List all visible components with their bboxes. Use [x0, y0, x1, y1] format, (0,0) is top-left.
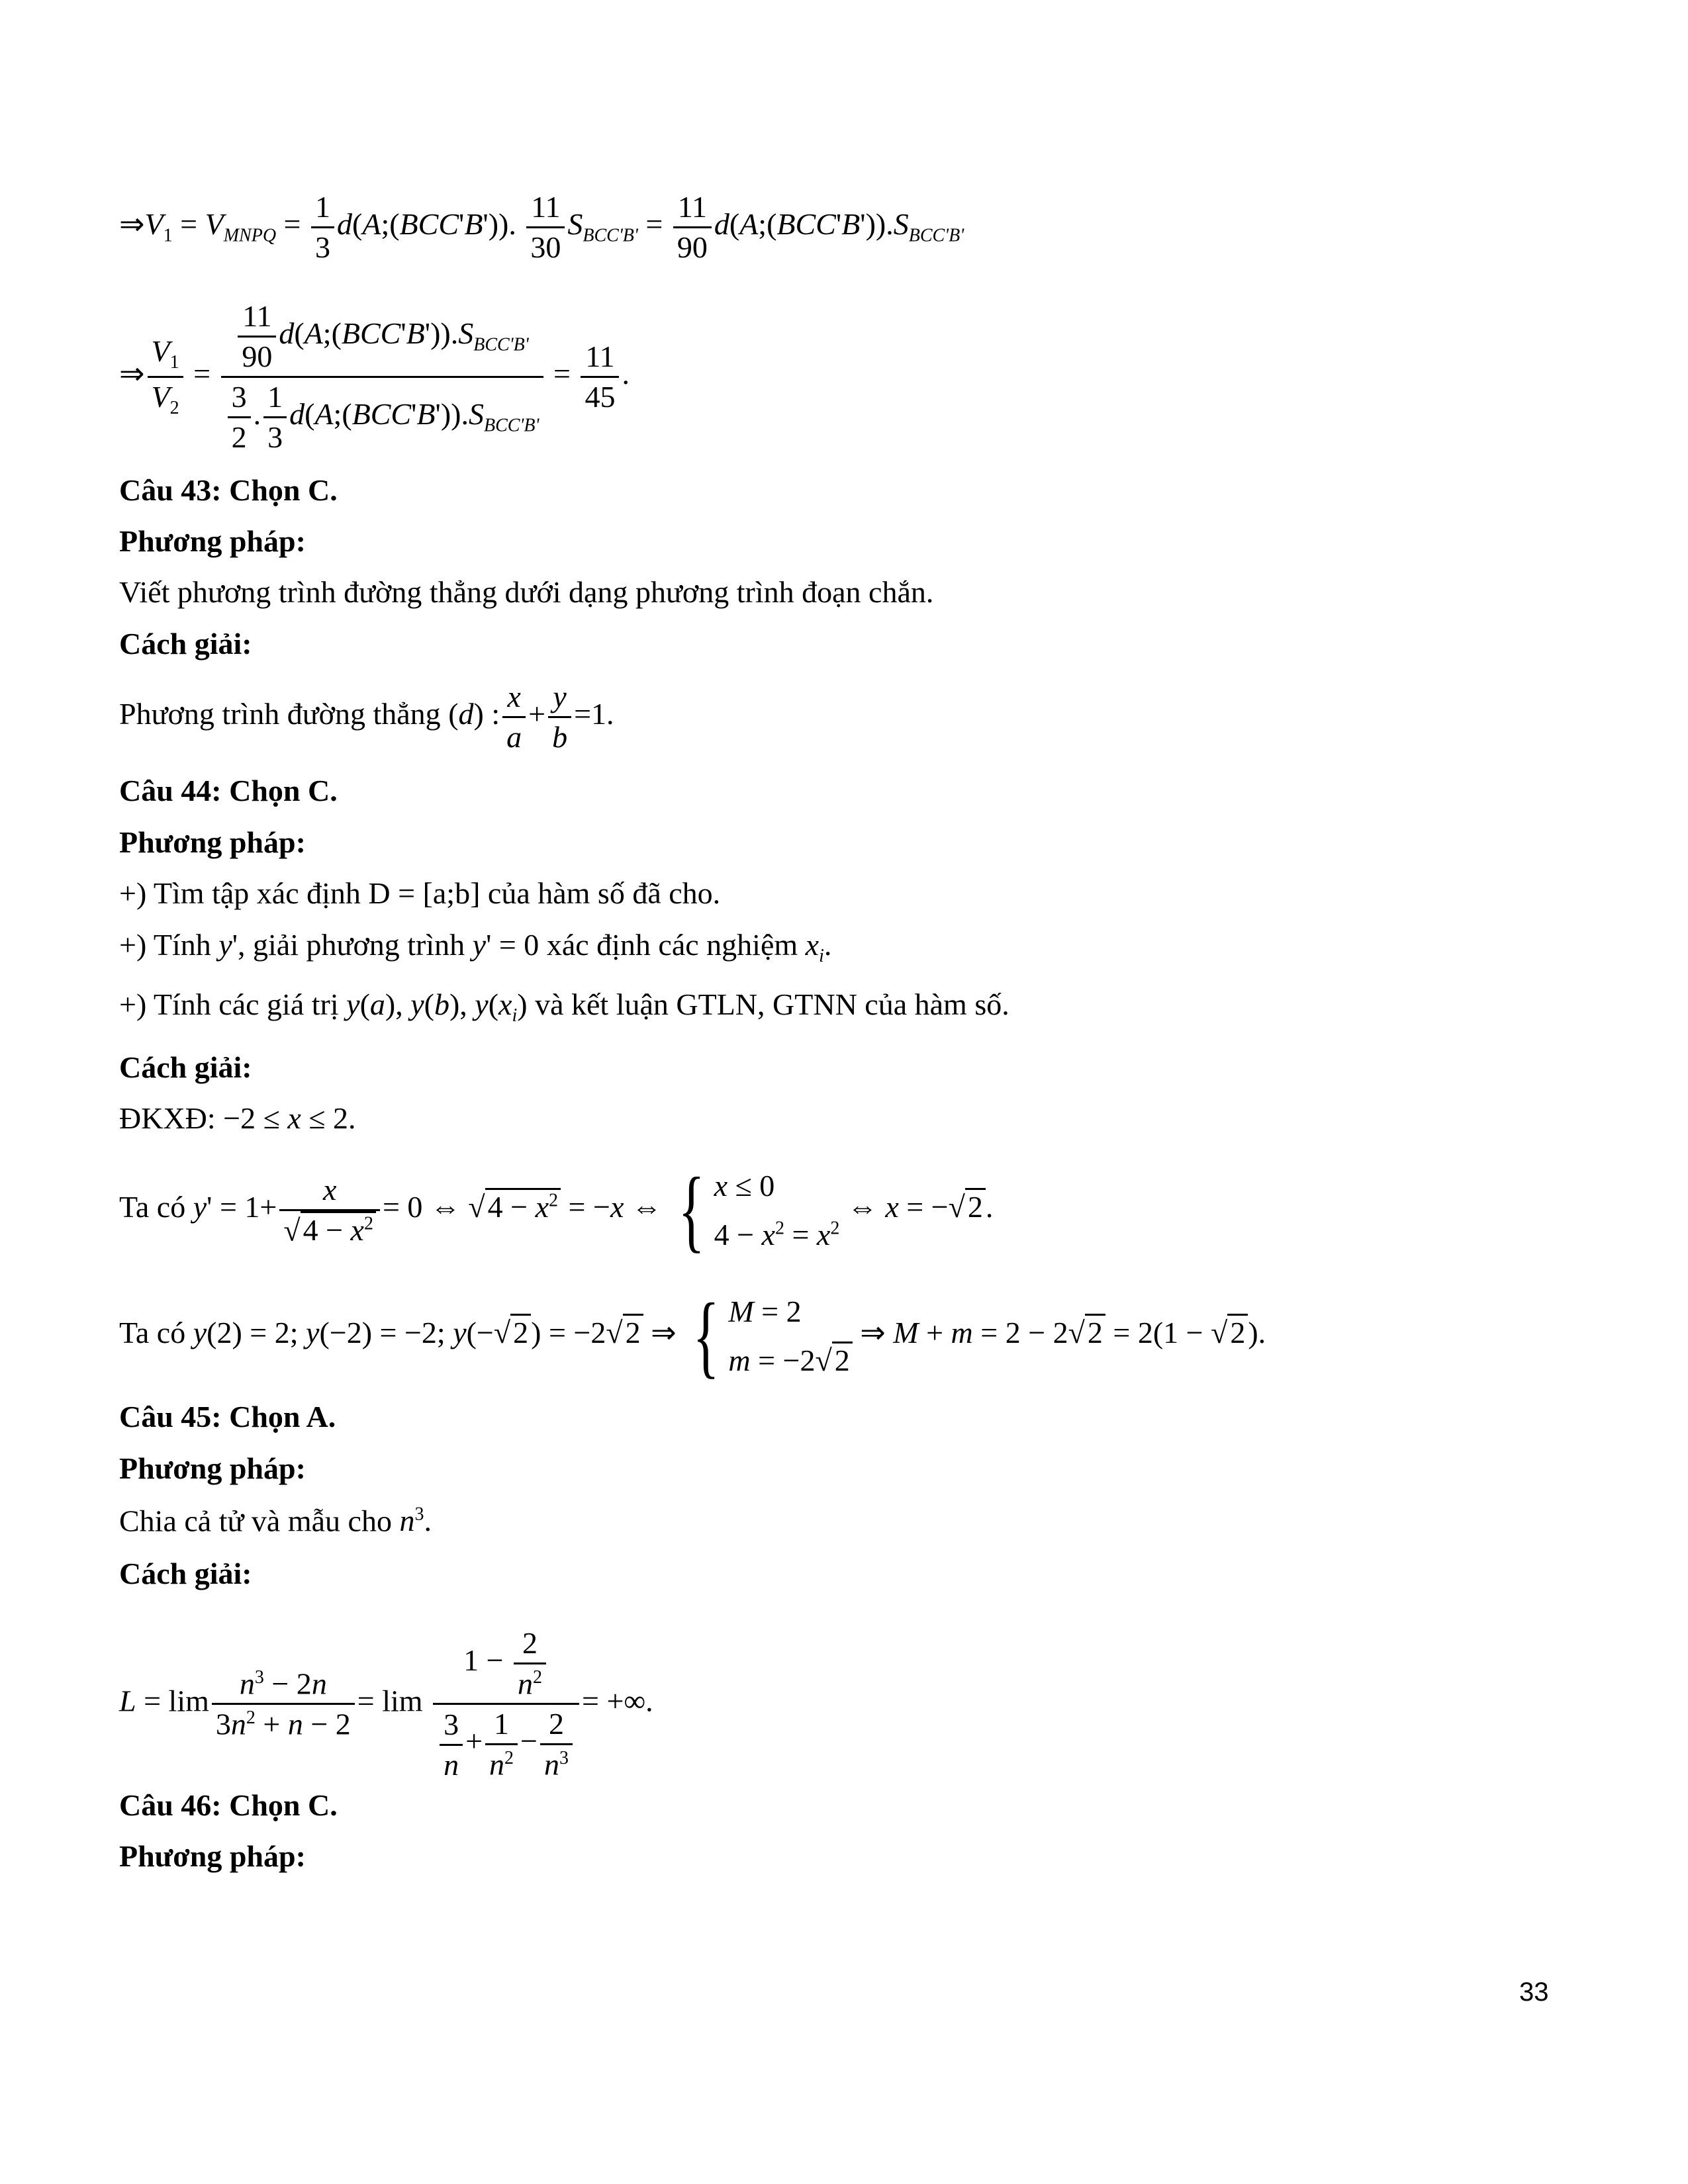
solution-heading-45: Cách giải:	[119, 1557, 252, 1590]
question-43-heading: Câu 43: Chọn C.	[119, 473, 338, 507]
method-heading-46: Phương pháp:	[119, 1839, 306, 1873]
method-text-44c: +) Tính các giá trị y(a), y(b), $y(x_i)$ và kết luận GTLN, GTNN của hàm số.	[119, 987, 1009, 1026]
method-heading-44: Phương pháp:	[119, 825, 306, 859]
solution-heading-43: Cách giải:	[119, 627, 252, 660]
method-heading-43: Phương pháp:	[119, 524, 306, 558]
method-text-44b: +) Tính y', giải phương trình y' = 0 xác định các nghiệm $x_i$.	[119, 928, 832, 967]
equation-v1: $\Rightarrow V_1 = V_{MNPQ}$ = $\frac{1}{3}$ d(A;(BCC'B')). $\frac{11}{30}$ $S_{BCC'B'}$ = $\frac{11}{90}$ $d(A;(BCC'B')).S_{BCC'B'}$	[119, 190, 964, 264]
limit-equation: L = lim $\frac{n^3 - 2n}{3n^2 + n - 2}$ = lim 1 − $\frac{2}{n^2}$ $\frac{3}{n}$ + $\frac{1}{n^2}$ − $\frac{2}{n^3}$ = +∞.	[119, 1626, 653, 1782]
solution-heading-44: Cách giải:	[119, 1050, 252, 1084]
equation-label: Phương trình đường thẳng	[119, 697, 441, 731]
domain-condition: ĐKXĐ: −2 ≤ x ≤ 2.	[119, 1101, 356, 1135]
derivative-equation: Ta có y' = 1+ $\frac{x}{√4 - x^2}$ = 0 ⇔ $√4 - x^2 = -x$ ⇔ { x ≤ 0 $4 - x^2 = x^2$ ⇔ x = −√2.	[119, 1158, 994, 1261]
method-text-45: Chia cả tử và mẫu cho $n^3$.	[119, 1504, 432, 1538]
method-heading-45: Phương pháp:	[119, 1451, 306, 1485]
question-46-heading: Câu 46: Chọn C.	[119, 1788, 338, 1822]
page-number: 33	[1519, 1978, 1549, 2007]
extrema-equation: Ta có y(2) = 2; y(−2) = −2; y(−√2) = −2√2 ⇒ { M = 2 m = −2√2 ⇒ M + m = 2 − 2√2 = 2(1 − √2).	[119, 1284, 1266, 1387]
question-44-heading: Câu 44: Chọn C.	[119, 774, 338, 807]
equation-line-intercept: Phương trình đường thẳng (d) : $\frac{x}{a}$ + $\frac{y}{b}$ =1.	[119, 680, 614, 754]
method-text-44a: +) Tìm tập xác định D = [a;b] của hàm số đã cho.	[119, 876, 721, 910]
method-text-43: Viết phương trình đường thẳng dưới dạng phương trình đoạn chắn.	[119, 575, 934, 609]
equation-ratio: ⇒ $\frac{V_1}{V_2}$ = $\frac{11}{90}$ $d(A;(BCC'B')).S_{BCC'B'}$ $\frac{3}{2}$ . $\frac{1}{3}$ $d(A;(BCC'B')).S_{BCC'B'}$ = $\frac{11}{45}$ .	[119, 299, 630, 454]
question-45-heading: Câu 45: Chọn A.	[119, 1400, 336, 1433]
